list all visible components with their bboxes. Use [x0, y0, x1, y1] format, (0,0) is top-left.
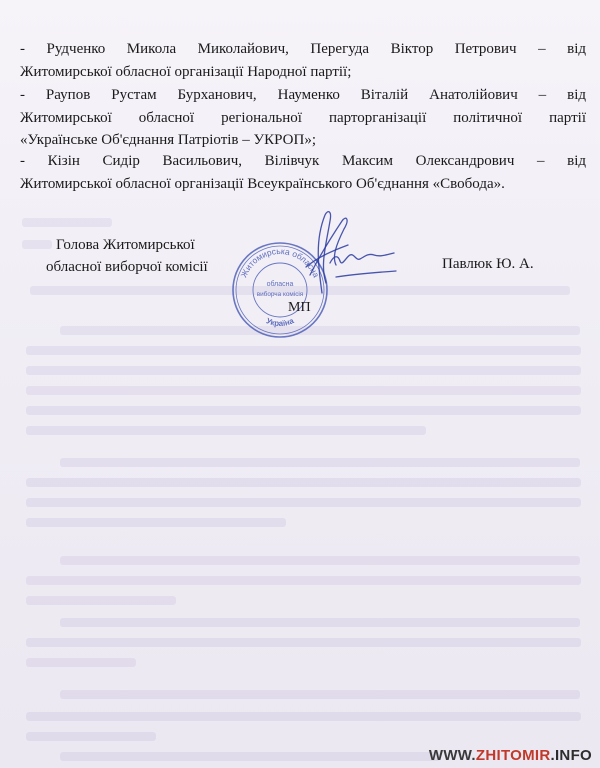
- signatory-title-line1: Голова Житомирської: [56, 237, 195, 253]
- paragraph-line: «Українське Об'єднання Патріотів – УКРОП»;: [20, 132, 316, 148]
- member-paragraph: [20, 38, 586, 83]
- signatory-title-line2: обласної виборчої комісії: [46, 259, 208, 275]
- member-paragraph: [20, 150, 586, 195]
- paragraph-line: Житомирської обласної організації Народної партії;: [20, 63, 352, 80]
- stamp-center-text-1: обласна: [266, 281, 294, 288]
- seal-label: МП: [288, 300, 311, 315]
- watermark-site: ZHITOMIR: [475, 747, 551, 764]
- stamp-top-text: Житомирська обласна: [238, 245, 322, 279]
- member-paragraph: [20, 84, 586, 152]
- site-watermark: [429, 747, 592, 764]
- signatory-title: [46, 234, 208, 278]
- paragraph-line: Житомирської обласної організації Всеукраїнського Об'єднання «Свобода».: [20, 175, 505, 192]
- signer-name: Павлюк Ю. А.: [442, 256, 534, 272]
- handwritten-signature: [270, 205, 400, 300]
- watermark-prefix: WWW.: [428, 747, 476, 764]
- paragraph-line: - Рудченко Микола Миколайович, Перегуда Віктор Петрович – від: [20, 41, 586, 57]
- stamp-bottom-text: Україна: [264, 316, 296, 329]
- paragraph-line: Житомирської обласної регіональної парторганізації політичної партії: [20, 109, 586, 126]
- watermark-suffix: .INFO: [550, 747, 592, 764]
- svg-text:Україна: [265, 316, 296, 328]
- stamp-center-text-2: виборча комісія: [256, 291, 304, 298]
- paragraph-line: - Кізін Сидір Васильович, Вілівчук Максим Олександрович – від: [20, 153, 586, 169]
- paragraph-line: - Раупов Рустам Бурханович, Науменко Віталій Анатолійович – від: [20, 87, 586, 103]
